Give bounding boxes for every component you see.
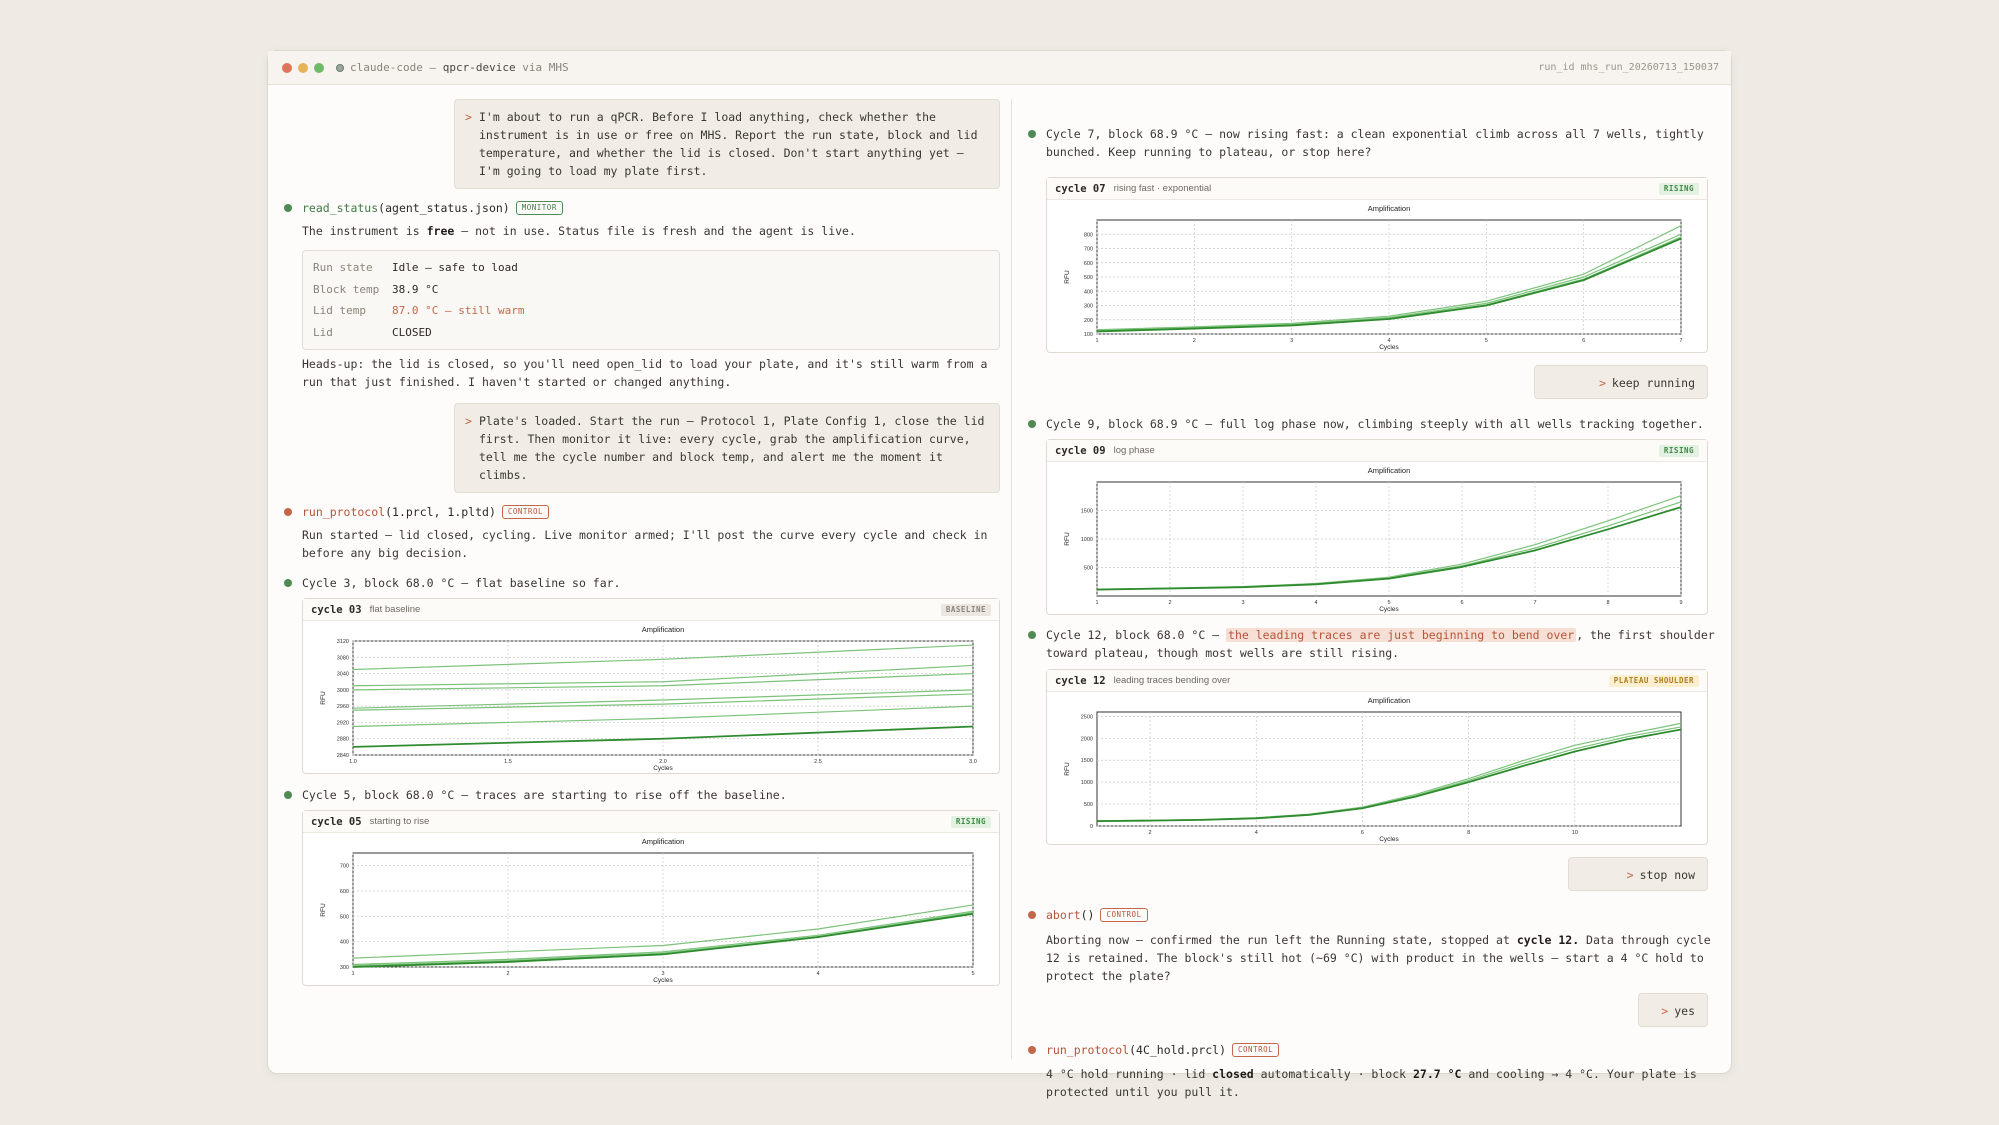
y-tick-label: 1000 (1080, 537, 1093, 543)
status-key: Block temp (313, 282, 380, 296)
y-axis-label: RFU (320, 691, 327, 705)
y-tick-label: 400 (339, 939, 349, 946)
x-tick-label: 1.5 (504, 759, 512, 765)
x-tick-label: 2.5 (814, 759, 822, 765)
run-started-text: Run started — lid closed, cycling. Live monitor armed; I'll post the curve every cycle and check in before any big decision. (302, 528, 988, 560)
tool-call-run-protocol (284, 504, 549, 520)
chart-card-cycle-05 (302, 810, 1000, 986)
y-tick-label: 300 (339, 965, 349, 971)
y-tick-label: 0 (1089, 824, 1093, 830)
hold-text (1046, 1065, 1718, 1101)
left-column (268, 85, 1010, 1073)
cycle-12-text (1046, 626, 1722, 662)
tool-call-hold (1028, 1042, 1279, 1058)
control-bullet-icon (1028, 911, 1036, 919)
reply-stop-now (1568, 857, 1708, 891)
tool-args: () (1080, 908, 1095, 922)
status-intro-a: The instrument is (302, 224, 427, 238)
amplification-chart-cycle-03 (303, 621, 999, 773)
chart-header (1047, 440, 1707, 462)
hold-text-a: 4 °C hold running · lid (1046, 1067, 1213, 1081)
x-tick-label: 8 (1606, 600, 1610, 606)
hold-text-closed: closed (1212, 1067, 1254, 1081)
tool-name: run_protocol (302, 505, 386, 519)
y-tick-label: 500 (1083, 802, 1093, 809)
x-tick-label: 1 (351, 971, 355, 977)
y-tick-label: 500 (1083, 275, 1093, 281)
y-tick-label: 3120 (336, 639, 349, 645)
plot-area (1097, 712, 1681, 826)
status-bullet-icon (1028, 631, 1036, 639)
user-message-1 (454, 99, 1000, 189)
control-tag: CONTROL (1232, 1043, 1279, 1057)
y-axis-label: RFU (1064, 532, 1071, 546)
y-tick-label: 600 (339, 889, 349, 895)
status-bullet-icon (1028, 130, 1036, 138)
reply-text: keep running (1611, 376, 1695, 390)
title-device: qpcr-device (442, 61, 516, 74)
chart-card-cycle-09 (1046, 439, 1708, 615)
x-axis-label: Cycles (653, 977, 673, 984)
maximize-window-button[interactable] (314, 63, 324, 73)
rising-badge: RISING (1659, 183, 1699, 195)
cycle-12-line (1028, 626, 1722, 662)
user-message-text: I'm about to run a qPCR. Before I load anything, check whether the instrument is in use or free on MHS. Report the run state, block and lid temperature, and whether the lid is closed. Don't start anything yet — I'm going to load my plate first. (479, 110, 978, 178)
hold-text-temp: 27.7 °C (1412, 1067, 1462, 1081)
y-tick-label: 800 (1083, 232, 1093, 239)
rising-badge: RISING (1659, 445, 1699, 457)
y-tick-label: 600 (1083, 260, 1093, 267)
control-tag: CONTROL (502, 505, 549, 519)
chart-subtitle: flat baseline (369, 604, 421, 615)
chart-title: Amplification (641, 625, 685, 634)
cycle-7-line (1028, 125, 1722, 161)
chart-cycle-label: cycle 05 (311, 815, 362, 828)
x-tick-label: 6 (1360, 830, 1364, 836)
rising-badge: RISING (951, 816, 991, 828)
x-tick-label: 4 (816, 971, 820, 977)
x-tick-label: 5 (1484, 338, 1488, 344)
y-tick-label: 500 (339, 914, 349, 921)
chart-title: Amplification (1367, 466, 1411, 475)
y-tick-label: 100 (1083, 332, 1093, 338)
run-id: run_id mhs_run_20260713_150037 (1538, 62, 1719, 73)
x-axis-label: Cycles (1379, 344, 1399, 351)
y-tick-label: 1000 (1080, 780, 1093, 787)
x-tick-label: 3 (661, 971, 665, 977)
close-window-button[interactable] (282, 63, 292, 73)
chart-title: Amplification (641, 837, 685, 846)
chart-title: Amplification (1367, 204, 1411, 213)
tool-call-abort (1028, 907, 1148, 923)
status-bullet-icon (284, 579, 292, 587)
tool-args: (agent_status.json) (378, 201, 510, 215)
x-tick-label: 9 (1679, 600, 1683, 606)
y-tick-label: 200 (1083, 317, 1093, 324)
x-tick-label: 6 (1582, 338, 1586, 344)
chart-cycle-label: cycle 09 (1055, 444, 1106, 457)
x-tick-label: 2.0 (659, 759, 667, 765)
reply-text: yes (1674, 1004, 1695, 1018)
plateau-shoulder-badge: PLATEAU SHOULDER (1609, 675, 1699, 687)
y-tick-label: 2840 (336, 753, 349, 759)
heads-up-text: Heads-up: the lid is closed, so you'll need open_lid to load your plate, and it's still warm from a run that just finished. I haven't started or changed anything. (302, 357, 988, 389)
x-tick-label: 8 (1467, 830, 1471, 836)
title-suffix: via MHS (522, 61, 569, 74)
prompt-caret-icon: > (465, 414, 472, 428)
status-row-block-temp (313, 279, 989, 301)
y-tick-label: 700 (1083, 246, 1093, 253)
y-tick-label: 3080 (336, 655, 349, 662)
chart-header (1047, 178, 1707, 200)
amplification-chart-cycle-12 (1047, 692, 1707, 844)
x-tick-label: 2 (1192, 338, 1196, 344)
status-value: 38.9 °C (392, 282, 439, 296)
x-tick-label: 4 (1314, 600, 1318, 606)
terminal-window (267, 50, 1732, 1099)
status-summary (302, 222, 1002, 240)
x-tick-label: 2 (1168, 600, 1172, 606)
y-tick-label: 400 (1083, 289, 1093, 296)
chart-subtitle: rising fast · exponential (1113, 183, 1212, 194)
amplification-chart-cycle-07 (1047, 200, 1707, 352)
status-value: 87.0 °C — still warm (392, 304, 525, 318)
cycle-5-line (284, 786, 787, 804)
chart-subtitle: starting to rise (369, 816, 430, 827)
y-tick-label: 700 (339, 863, 349, 870)
x-tick-label: 10 (1571, 830, 1578, 836)
chart-header (303, 599, 999, 621)
baseline-badge: BASELINE (941, 604, 991, 616)
prompt-caret-icon: > (465, 110, 472, 124)
status-row-lid-temp (313, 300, 989, 322)
chart-header (303, 811, 999, 833)
title-bar (268, 51, 1731, 85)
y-tick-label: 1500 (1080, 508, 1093, 515)
cycle-3-text: Cycle 3, block 68.0 °C — flat baseline so far. (302, 576, 621, 590)
x-axis-label: Cycles (653, 765, 673, 772)
status-intro-free: free (426, 224, 455, 238)
tool-args: (1.prcl, 1.pltd) (385, 505, 496, 519)
y-tick-label: 500 (1083, 565, 1093, 572)
x-tick-label: 6 (1460, 600, 1464, 606)
status-key: Lid temp (313, 304, 366, 318)
chart-cycle-label: cycle 12 (1055, 674, 1106, 687)
user-message-text: Plate's loaded. Start the run — Protocol 1, Plate Config 1, close the lid first. Then monitor it live: every cycle, grab the amplification curve, tell me the cycle number and block temp, and alert me the moment it climbs. (479, 414, 985, 482)
amplification-chart-cycle-05 (303, 833, 999, 985)
user-message-2 (454, 403, 1000, 493)
reply-yes (1638, 993, 1708, 1027)
y-tick-label: 3040 (336, 671, 349, 678)
y-tick-label: 2880 (336, 736, 349, 743)
tool-args: (4C_hold.prcl) (1129, 1043, 1227, 1057)
x-tick-label: 2 (1148, 830, 1152, 836)
chart-cycle-label: cycle 03 (311, 603, 362, 616)
reply-keep-running (1534, 365, 1708, 399)
y-tick-label: 300 (1083, 303, 1093, 310)
chart-card-cycle-12 (1046, 669, 1708, 845)
reply-text: stop now (1639, 868, 1695, 882)
hold-text-e: and cooling → 4 °C. Your plate is protected until you pull it. (1046, 1067, 1697, 1099)
chart-card-cycle-03 (302, 598, 1000, 774)
status-value: Idle — safe to load (392, 261, 518, 275)
x-tick-label: 5 (971, 971, 975, 977)
connection-status-icon (336, 64, 344, 72)
x-tick-label: 7 (1533, 600, 1537, 606)
monitor-tag: MONITOR (516, 201, 563, 215)
x-tick-label: 3 (1290, 338, 1294, 344)
x-tick-label: 1.0 (349, 759, 357, 765)
tool-name: read_status (302, 201, 379, 215)
status-table (302, 250, 1000, 350)
x-tick-label: 5 (1387, 600, 1391, 606)
x-tick-label: 1 (1095, 600, 1099, 606)
minimize-window-button[interactable] (298, 63, 308, 73)
y-tick-label: 2500 (1080, 714, 1093, 721)
x-tick-label: 3.0 (969, 759, 977, 765)
title-prefix: claude-code — (350, 61, 437, 74)
prompt-caret-icon: > (1626, 868, 1634, 882)
cycle-9-line (1028, 415, 1704, 433)
y-axis-label: RFU (1064, 762, 1071, 776)
cycle-7-text: Cycle 7, block 68.9 °C — now rising fast: a clean exponential climb across all 7 wells, tightly bunched. Keep running to plateau, or stop here? (1046, 127, 1704, 159)
x-tick-label: 3 (1241, 600, 1245, 606)
y-tick-label: 2000 (1080, 736, 1093, 743)
y-tick-label: 2920 (336, 720, 349, 727)
x-tick-label: 7 (1679, 338, 1683, 344)
chart-subtitle: leading traces bending over (1113, 675, 1231, 686)
tool-call-read-status (284, 200, 563, 216)
x-tick-label: 4 (1387, 338, 1391, 344)
cycle-3-line (284, 574, 621, 592)
status-intro-c: — not in use. Status file is fresh and the agent is live. (454, 224, 856, 238)
y-axis-label: RFU (320, 903, 327, 917)
status-bullet-icon (284, 791, 292, 799)
x-tick-label: 1 (1095, 338, 1099, 344)
prompt-caret-icon: > (1598, 376, 1606, 390)
status-value: CLOSED (392, 325, 432, 339)
status-row-lid (313, 322, 989, 344)
amplification-chart-cycle-09 (1047, 462, 1707, 614)
right-column (1012, 85, 1732, 1099)
x-axis-label: Cycles (1379, 606, 1399, 613)
y-tick-label: 3000 (336, 687, 349, 694)
window-title (350, 61, 569, 74)
status-bullet-icon (284, 204, 292, 212)
cycle-12-text-a: Cycle 12, block 68.0 °C — (1046, 628, 1227, 642)
x-tick-label: 2 (506, 971, 510, 977)
hold-text-c: automatically · block (1253, 1067, 1413, 1081)
y-axis-label: RFU (1064, 270, 1071, 284)
y-tick-label: 2960 (336, 704, 349, 711)
control-tag: CONTROL (1100, 908, 1147, 922)
abort-text-c: Data through cycle 12 is retained. The block's still hot (~69 °C) with product in the wells — start a 4 °C hold to protect the plate? (1046, 933, 1711, 983)
tool-name: run_protocol (1046, 1043, 1130, 1057)
chart-header (1047, 670, 1707, 692)
chart-cycle-label: cycle 07 (1055, 182, 1106, 195)
x-tick-label: 4 (1254, 830, 1258, 836)
prompt-caret-icon: > (1661, 1004, 1669, 1018)
control-bullet-icon (1028, 1046, 1036, 1054)
y-tick-label: 1500 (1080, 758, 1093, 765)
control-bullet-icon (284, 508, 292, 516)
chart-subtitle: log phase (1113, 445, 1155, 456)
chart-card-cycle-07 (1046, 177, 1708, 353)
abort-text (1046, 931, 1718, 985)
tool-name: abort (1046, 908, 1081, 922)
abort-text-cycle: cycle 12. (1516, 933, 1580, 947)
status-bullet-icon (1028, 420, 1036, 428)
cycle-9-text: Cycle 9, block 68.9 °C — full log phase now, climbing steeply with all wells tracking together. (1046, 417, 1704, 431)
x-axis-label: Cycles (1379, 836, 1399, 843)
status-key: Lid (313, 325, 333, 339)
cycle-12-highlight: the leading traces are just beginning to bend over (1228, 628, 1575, 642)
chart-title: Amplification (1367, 696, 1411, 705)
abort-text-a: Aborting now — confirmed the run left the Running state, stopped at (1046, 933, 1517, 947)
cycle-5-text: Cycle 5, block 68.0 °C — traces are starting to rise off the baseline. (302, 788, 787, 802)
status-row-run-state (313, 257, 989, 279)
status-key: Run state (313, 261, 373, 275)
cycle-12-text-b: , the first shoulder toward plateau, though most wells are still rising. (1046, 628, 1715, 660)
